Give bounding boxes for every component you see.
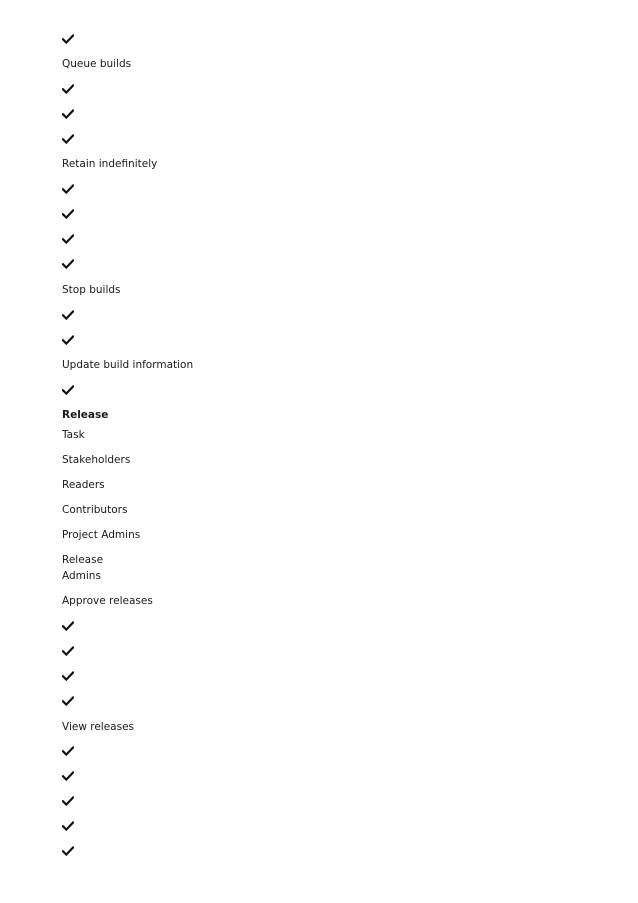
label-queue-builds: Queue builds [62, 58, 132, 70]
column-header-release-admins-line1: Release [62, 554, 104, 566]
label-stop-builds: Stop builds [62, 284, 121, 296]
check-icon [62, 183, 74, 195]
check-icon [62, 108, 74, 120]
check-icon [62, 309, 74, 321]
check-icon [62, 384, 74, 396]
label-update-build-information: Update build information [62, 359, 194, 371]
section-heading-release: Release [62, 409, 109, 421]
check-icon [62, 745, 74, 757]
check-icon [62, 133, 74, 145]
check-icon [62, 770, 74, 782]
check-icon [62, 645, 74, 657]
check-icon [62, 620, 74, 632]
label-view-releases: View releases [62, 721, 135, 733]
check-icon [62, 820, 74, 832]
check-icon [62, 208, 74, 220]
check-icon [62, 695, 74, 707]
column-header-release-admins-line2: Admins [62, 570, 101, 582]
label-retain-indefinitely: Retain indefinitely [62, 158, 158, 170]
check-icon [62, 845, 74, 857]
check-icon [62, 258, 74, 270]
column-header-task: Task [62, 429, 85, 441]
column-header-readers: Readers [62, 479, 105, 491]
check-icon [62, 33, 74, 45]
label-approve-releases: Approve releases [62, 595, 153, 607]
check-icon [62, 233, 74, 245]
check-icon [62, 670, 74, 682]
column-header-stakeholders: Stakeholders [62, 454, 131, 466]
column-header-contributors: Contributors [62, 504, 128, 516]
check-icon [62, 83, 74, 95]
column-header-project-admins: Project Admins [62, 529, 141, 541]
check-icon [62, 795, 74, 807]
check-icon [62, 334, 74, 346]
